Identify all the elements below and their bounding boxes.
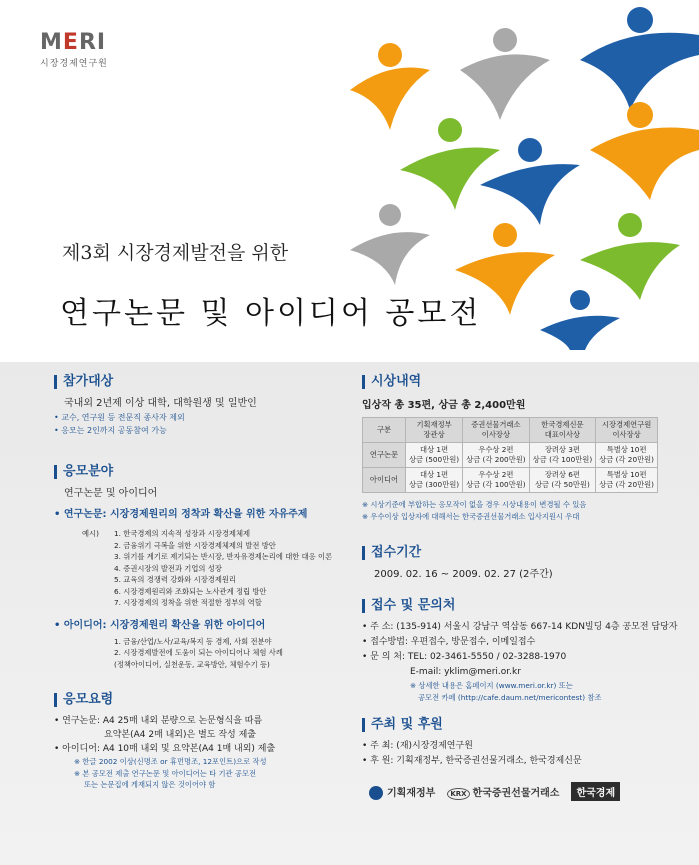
table-cell: 장려상 3편 상금 (각 100만원) <box>529 443 596 468</box>
green-figure-2 <box>580 213 680 300</box>
paper-examples <box>54 528 332 609</box>
table-row-label: 아이디어 <box>363 468 406 493</box>
table-cell: 특별상 10편 상금 (각 20만원) <box>596 468 658 493</box>
table-cell: 특별상 10편 상금 (각 20만원) <box>596 443 658 468</box>
logo-subtitle: 시장경제연구원 <box>40 59 108 69</box>
awards-note: ※ 우수이상 입상자에 대해서는 한국증권선물거래소 입사지원시 우대 <box>362 511 580 521</box>
example-item: 7. 시장경제의 정착을 위한 적절한 정부의 역할 <box>114 598 262 607</box>
title-line-2: 연구논문 및 아이디어 공모전 <box>60 296 482 331</box>
title-line-1: 제3회 시장경제발전을 위한 <box>62 242 289 264</box>
participants-note: • 교수, 연구원 등 전문직 종사자 제외 <box>54 413 185 422</box>
requirement-note: 또는 논문집에 게재되지 않은 것이어야 함 <box>84 780 216 789</box>
krx-mark: KRX <box>447 788 469 800</box>
sponsor-logos <box>369 782 620 801</box>
paper-topic: • 연구논문: 시장경제원리의 정착과 확산을 위한 자유주제 <box>54 509 308 520</box>
table-cell: 대상 1편 상금 (300만원) <box>406 468 463 493</box>
orange-figure-2 <box>590 102 699 200</box>
table-header: 증권선물거래소 이사장상 <box>463 418 530 443</box>
table-header-row <box>363 418 658 443</box>
example-item: 1. 한국경제의 지속적 성장과 시장경제체제 <box>114 529 251 538</box>
contact-email[interactable]: E-mail: yklim@meri.or.kr <box>410 667 521 677</box>
contact-note: ※ 상세한 내용은 홈페이지 (www.meri.or.kr) 또는 <box>410 681 573 690</box>
example-label: 예시) <box>82 529 99 538</box>
logo-mark: MERI <box>40 30 107 55</box>
table-row-label: 연구논문 <box>363 443 406 468</box>
organizer-sponsor: • 후 원: 기획재정부, 한국증권선물거래소, 한국경제신문 <box>362 756 582 766</box>
meri-logo <box>40 30 108 69</box>
awards-table <box>362 417 658 493</box>
idea-topic: • 아이디어: 시장경제원리 확산을 위한 아이디어 <box>54 619 266 631</box>
table-cell: 우수상 2편 상금 (각 200만원) <box>463 443 530 468</box>
requirement-note: ※ 본 공모전 제출 연구논문 및 아이디어는 타 기관 공모전 <box>74 768 257 778</box>
krx-logo: KRX 한국증권선물거래소 <box>447 784 559 799</box>
idea-examples <box>54 636 332 671</box>
table-row <box>363 443 658 468</box>
gray-figure-2 <box>350 204 430 285</box>
participants-note: • 응모는 2인까지 공동참여 가능 <box>54 426 167 435</box>
example-item: (정책아이디어, 실천운동, 교육방안, 체험수기 등) <box>114 659 270 669</box>
table-header: 기획재정부 장관상 <box>406 418 463 443</box>
participants-heading: 참가대상 <box>54 375 257 389</box>
requirement-line: • 연구논문: A4 25매 내외 분량으로 논문형식을 따름 <box>54 716 263 726</box>
blue-figure-3 <box>540 290 620 350</box>
contact-note: 공모전 카페 (http://cafe.daum.net/mericontest) 참조 <box>418 692 602 702</box>
example-item: 2. 시장경제발전에 도움이 되는 아이디어나 체험 사례 <box>114 648 283 657</box>
example-item: 1. 금융/산업/노사/교육/복지 등 경제, 사회 전분야 <box>114 636 272 646</box>
contact-address: • 주 소: (135-914) 서울시 강남구 역삼동 667-14 KDN빌딩 4층 공모전 담당자 <box>362 622 678 632</box>
table-cell: 우수상 2편 상금 (각 100만원) <box>463 468 530 493</box>
awards-heading: 시상내역 <box>362 375 658 389</box>
orange-figure-1 <box>350 43 430 130</box>
mosf-logo: 기획재정부 <box>369 784 435 800</box>
field-main: 연구논문 및 아이디어 <box>64 488 158 499</box>
organizer-host: • 주 최: (재)시장경제연구원 <box>362 741 473 751</box>
section-contact <box>362 599 678 703</box>
table-cell: 대상 1편 상금 (500만원) <box>406 443 463 468</box>
example-item: 3. 위기를 계기로 제기되는 반시장, 반자유경제논리에 대한 대응 이론 <box>114 552 333 561</box>
hankyung-logo: 한국경제 <box>571 782 620 801</box>
gray-figure-1 <box>460 28 550 120</box>
section-organizers <box>362 718 582 769</box>
table-header: 시장경제연구원 이사장상 <box>596 418 658 443</box>
field-heading: 응모분야 <box>54 465 332 479</box>
contact-heading: 접수 및 문의처 <box>362 599 678 613</box>
organizers-heading: 주최 및 후원 <box>362 718 582 732</box>
participants-main: 국내외 2년제 이상 대학, 대학원생 및 일반인 <box>64 398 257 409</box>
example-item: 6. 시장경제원리와 조화되는 노사관계 정립 방안 <box>114 586 267 596</box>
table-row <box>363 468 658 493</box>
section-awards <box>362 375 658 522</box>
awards-note: ※ 시상기준에 부합하는 응모작이 없을 경우 시상내용이 변경될 수 있음 <box>362 500 587 509</box>
example-item: 4. 증권시장의 발전과 기업의 성장 <box>114 563 222 573</box>
contact-method: • 접수방법: 우편접수, 방문접수, 이메일접수 <box>362 637 536 647</box>
period-heading: 접수기간 <box>362 546 553 560</box>
example-item: 2. 금융위기 극복을 위한 시장경제체제의 발전 방안 <box>114 540 276 550</box>
requirement-note: ※ 한글 2002 이상(신명조 or 휴먼명조, 12포인트)으로 작성 <box>74 757 267 766</box>
example-item: 5. 교육의 경쟁력 강화와 시장경제원리 <box>114 575 236 584</box>
requirements-heading: 응모요령 <box>54 693 275 707</box>
table-cell: 장려상 6편 상금 (각 50만원) <box>529 468 596 493</box>
section-field <box>54 465 332 670</box>
section-requirements <box>54 693 275 791</box>
period-dates: 2009. 02. 16 ~ 2009. 02. 27 (2주간) <box>374 569 553 580</box>
requirement-line: 요약본(A4 2매 내외)은 별도 작성 제출 <box>104 730 256 740</box>
awards-summary: 입상작 총 35편, 상금 총 2,400만원 <box>362 400 526 411</box>
contact-phone: • 문 의 처: TEL: 02-3461-5550 / 02-3288-1970 <box>362 652 567 662</box>
requirement-line: • 아이디어: A4 10매 내외 및 요약본(A4 1매 내외) 제출 <box>54 744 276 754</box>
blue-figure-1 <box>580 7 699 110</box>
mosf-emblem-icon <box>369 786 383 800</box>
section-period <box>362 546 553 582</box>
section-participants <box>54 375 257 437</box>
table-header: 한국경제신문 대표이사상 <box>529 418 596 443</box>
green-figure-1 <box>400 118 500 210</box>
table-header: 구분 <box>363 418 406 443</box>
